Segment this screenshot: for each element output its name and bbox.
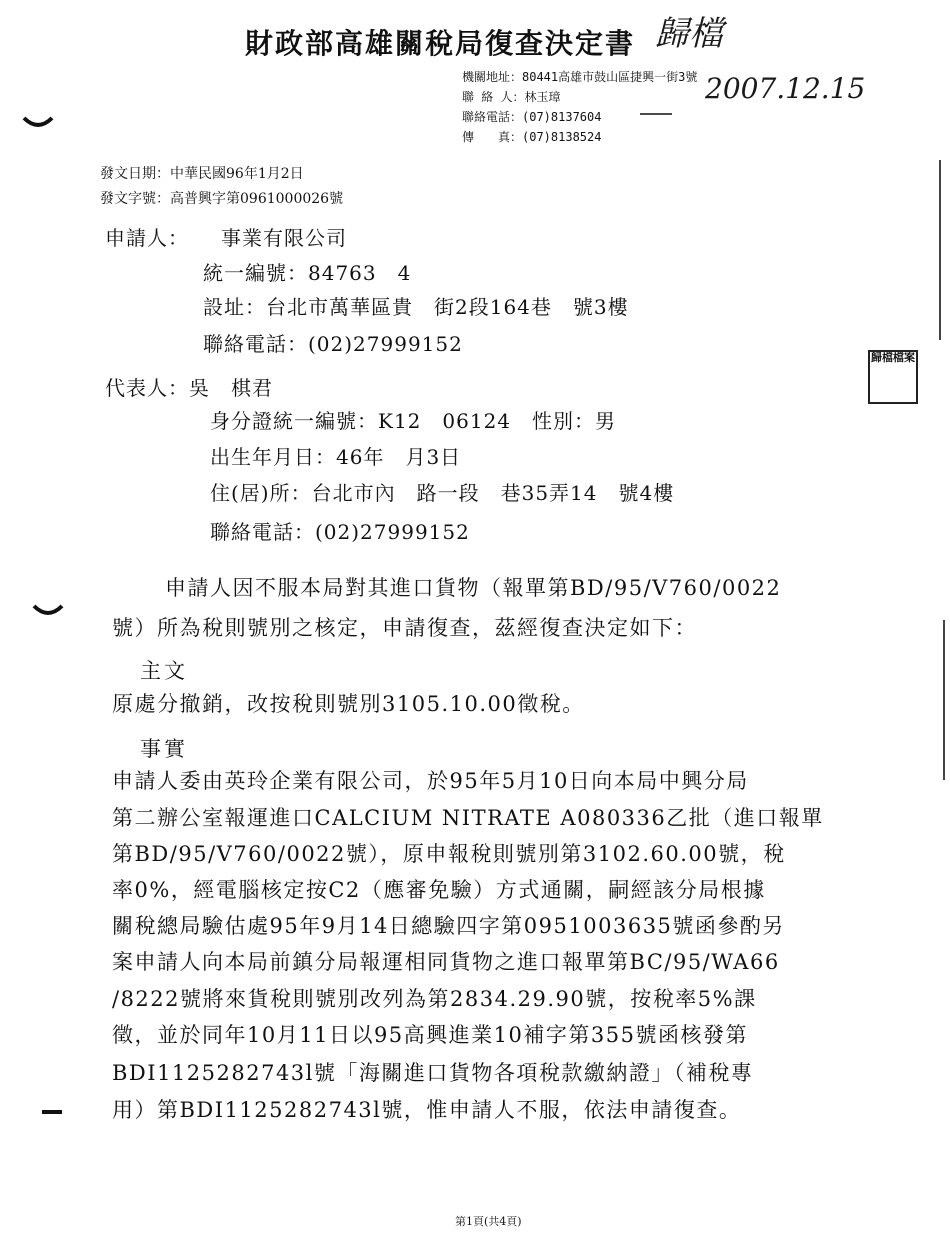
contact-phone: 聯絡電話：(07)8137604 <box>462 110 602 124</box>
issue-date: 發文日期：中華民國96年1月2日 <box>100 166 304 182</box>
facts-line: 第BD/95/V760/0022號），原申報稅則號別第3102.60.00號，稅 <box>112 842 786 866</box>
applicant-name: 申請人： 事業有限公司 <box>105 226 347 250</box>
representative-id: 身分證統一編號：K12 06124 性別：男 <box>210 409 617 433</box>
punch-hole-mark <box>34 606 62 613</box>
contact-fax: 傳 真：(07)8138524 <box>462 130 602 144</box>
facts-line: 第二辦公室報運進口CALCIUM NITRATE A080336乙批（進口報單 <box>112 806 824 830</box>
issue-number: 發文字號：高普興字第0961000026號 <box>100 191 344 207</box>
facts-line: 率0%，經電腦核定按C2（應審免驗）方式通關，嗣經該分局根據 <box>112 878 766 902</box>
facts-line: 用）第BDI1125282743l號，惟申請人不服，依法申請復查。 <box>112 1098 742 1122</box>
representative-birth: 出生年月日：46年 月3日 <box>210 445 462 469</box>
handwritten-note: 歸檔 <box>655 14 723 54</box>
intro-line-1: 申請人因不服本局對其進口貨物（報單第BD/95/V760/0022 <box>165 576 782 600</box>
archive-stamp: 歸檔檔案 <box>868 350 918 404</box>
contact-person: 聯 絡 人：林玉璋 <box>462 90 561 104</box>
facts-heading: 事實 <box>140 737 188 761</box>
applicant-uid: 統一編號：84763 4 <box>203 261 412 285</box>
representative-name: 代表人：吳 棋君 <box>105 376 273 400</box>
punch-hole-mark <box>24 118 52 125</box>
representative-residence: 住(居)所：台北市內 路一段 巷35弄14 號4樓 <box>210 481 675 505</box>
main-text-heading: 主文 <box>140 659 188 683</box>
contact-address: 機關地址：80441高雄市鼓山區捷興一街3號 <box>462 70 698 84</box>
facts-line: 徵，並於同年10月11日以95高興進業10補字第355號函核發第 <box>112 1023 748 1047</box>
facts-line: /8222號將來貨稅則號別改列為第2834.29.90號，按稅率5%課 <box>112 987 757 1011</box>
facts-line: 申請人委由英玲企業有限公司，於95年5月10日向本局中興分局 <box>112 769 749 793</box>
applicant-address: 設址：台北市萬華區貴 街2段164巷 號3樓 <box>203 295 629 319</box>
representative-phone: 聯絡電話：(02)27999152 <box>210 520 470 544</box>
intro-line-2: 號）所為稅則號別之核定，申請復查，茲經復查決定如下： <box>112 616 697 640</box>
facts-line: 關稅總局驗估處95年9月14日總驗四字第0951003635號函參酌另 <box>112 914 785 938</box>
handwritten-date: 2007.12.15 <box>705 72 866 105</box>
main-text-content: 原處分撤銷，改按稅則號別3105.10.00徵稅。 <box>112 692 585 716</box>
facts-line: BDI1125282743l號「海關進口貨物各項稅款繳納證」（補稅專 <box>112 1061 754 1085</box>
facts-line: 案申請人向本局前鎮分局報運相同貨物之進口報單第BC/95/WA66 <box>112 950 780 974</box>
page-number: 第1頁(共4頁) <box>455 1215 522 1228</box>
applicant-phone: 聯絡電話：(02)27999152 <box>203 332 463 356</box>
document-title: 財政部高雄關稅局復查決定書 <box>245 27 636 60</box>
